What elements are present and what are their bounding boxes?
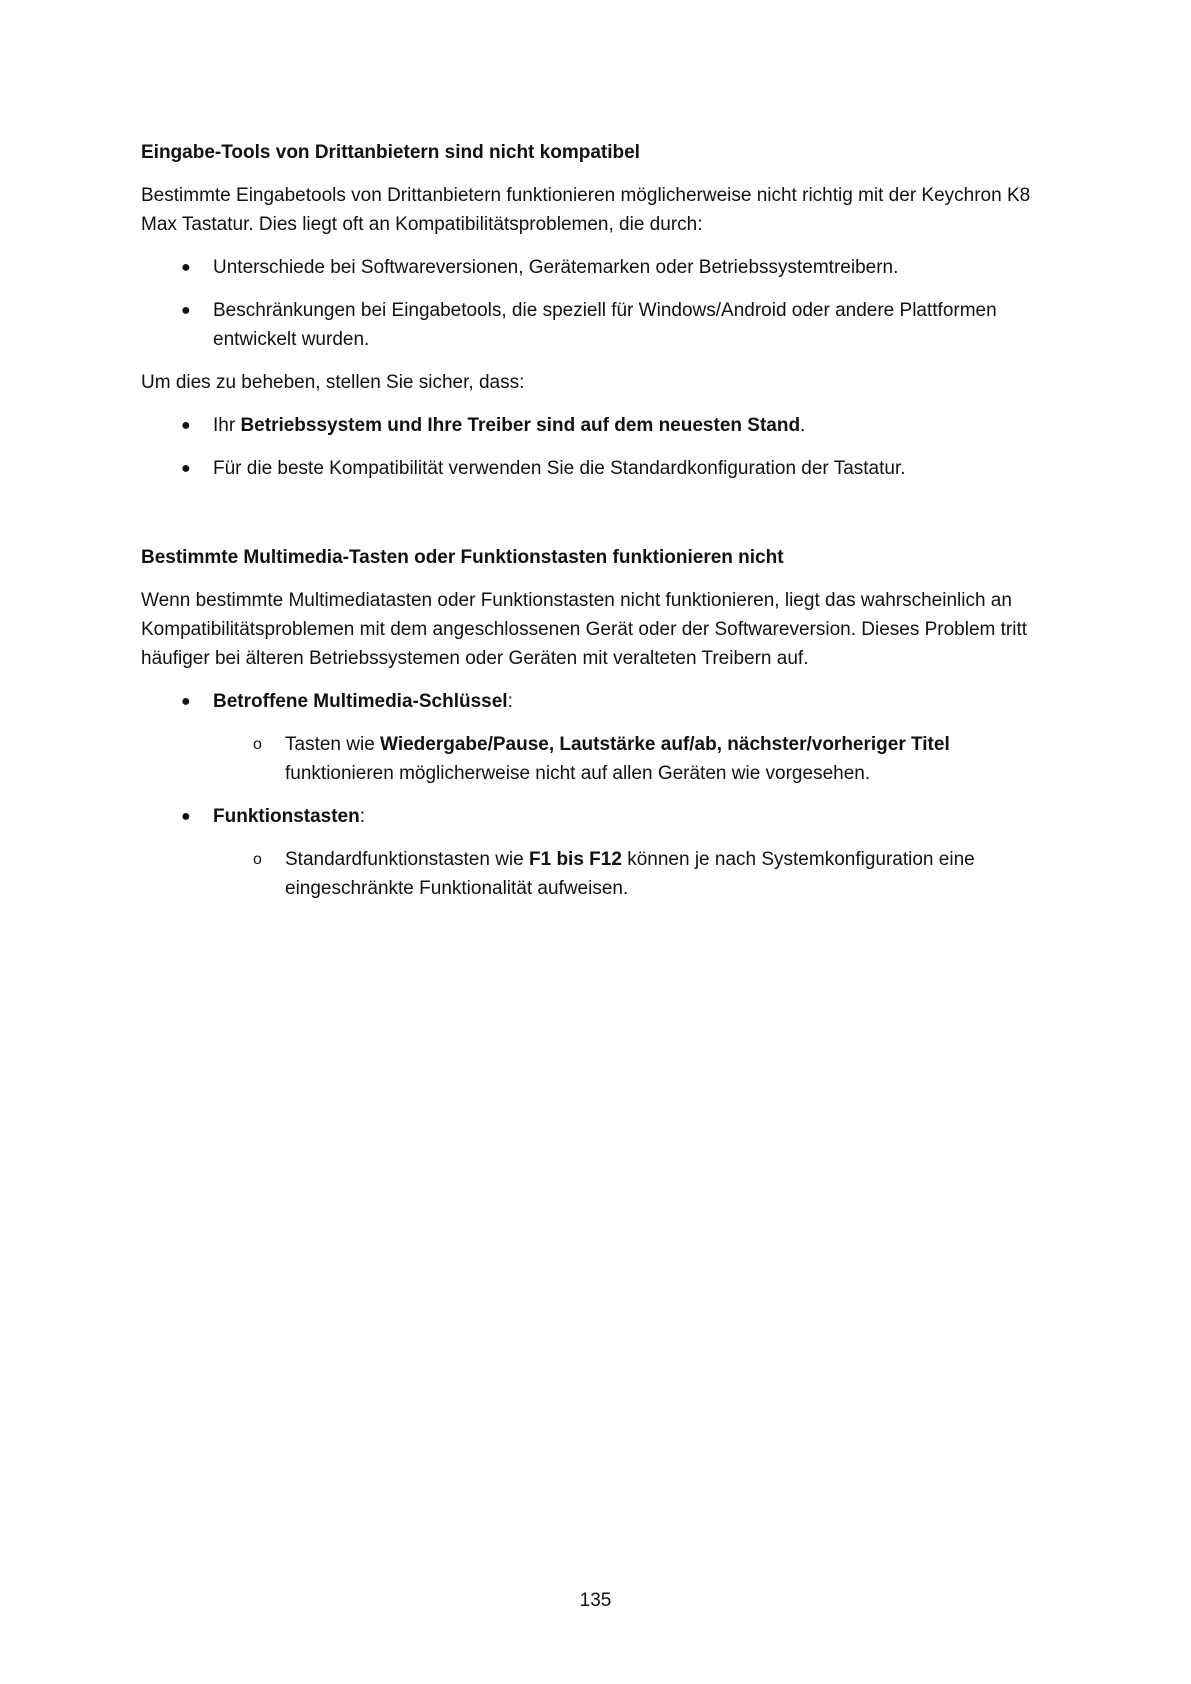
list-item-prefix: Ihr bbox=[213, 415, 241, 436]
bullet-icon: ● bbox=[181, 417, 191, 434]
sub-item-bold: F1 bis F12 bbox=[529, 849, 622, 870]
list-item-bold: Betroffene Multimedia-Schlüssel bbox=[213, 691, 508, 712]
section1-fix-intro: Um dies zu beheben, stellen Sie sicher, dass: bbox=[141, 372, 525, 393]
bullet-icon: ● bbox=[181, 259, 191, 276]
sub-item-suffix: können je nach Systemkonfiguration eine eingeschränkte Funktionalität aufweisen. bbox=[285, 849, 975, 899]
sub-list-item bbox=[213, 845, 1046, 903]
bullet-icon: ● bbox=[181, 460, 191, 477]
section1-intro: Bestimmte Eingabetools von Drittanbietern funktionieren möglicherweise nicht richtig mit der Keychron K8 Max Tastatur. Dies liegt oft an Kompatibilitätsproblemen, die durch: bbox=[141, 185, 1031, 235]
page-number: 135 bbox=[579, 1590, 612, 1611]
list-item-bold: Funktionstasten bbox=[213, 806, 360, 827]
sub-list bbox=[213, 730, 1046, 788]
sub-list-item bbox=[213, 730, 1046, 788]
bullet-icon: ● bbox=[181, 693, 191, 710]
list-item bbox=[141, 411, 1046, 440]
list-item bbox=[141, 687, 1046, 788]
list-item-suffix: : bbox=[507, 691, 513, 712]
list-item-text: Beschränkungen bei Eingabetools, die speziell für Windows/Android oder andere Plattformen entwickelt wurden. bbox=[213, 300, 997, 350]
list-item-suffix: . bbox=[800, 415, 806, 436]
sub-list bbox=[213, 845, 1046, 903]
section1-cause-list bbox=[141, 253, 1046, 354]
sub-item-prefix: Standardfunktionstasten wie bbox=[285, 849, 529, 870]
list-item bbox=[141, 802, 1046, 903]
section2-heading: Bestimmte Multimedia-Tasten oder Funktionstasten funktionieren nicht bbox=[141, 547, 784, 568]
list-item bbox=[141, 296, 1046, 354]
bullet-icon: ● bbox=[181, 302, 191, 319]
sub-bullet-icon: o bbox=[253, 736, 262, 753]
section1-heading: Eingabe-Tools von Drittanbietern sind nicht kompatibel bbox=[141, 142, 640, 163]
list-item bbox=[141, 454, 1046, 483]
list-item bbox=[141, 253, 1046, 282]
list-item-text: Unterschiede bei Softwareversionen, Gerätemarken oder Betriebssystemtreibern. bbox=[213, 257, 899, 278]
sub-item-suffix: funktionieren möglicherweise nicht auf allen Geräten wie vorgesehen. bbox=[285, 763, 871, 784]
section2-intro: Wenn bestimmte Multimediatasten oder Funktionstasten nicht funktionieren, liegt das wahrscheinlich an Kompatibilitätsproblemen mit dem angeschlossenen Gerät oder der Softwareversion. Dieses Problem tritt häufiger bei älteren Betriebssystemen oder Geräten mit veralteten Treibern auf. bbox=[141, 590, 1028, 669]
sub-item-bold: Wiedergabe/Pause, Lautstärke auf/ab, nächster/vorheriger Titel bbox=[380, 734, 950, 755]
sub-item-prefix: Tasten wie bbox=[285, 734, 381, 755]
list-item-text: Für die beste Kompatibilität verwenden Sie die Standardkonfiguration der Tastatur. bbox=[213, 458, 906, 479]
section2-list bbox=[141, 687, 1046, 903]
section1-fix-list bbox=[141, 411, 1046, 483]
bullet-icon: ● bbox=[181, 808, 191, 825]
sub-bullet-icon: o bbox=[253, 851, 262, 868]
list-item-bold: Betriebssystem und Ihre Treiber sind auf dem neuesten Stand bbox=[240, 415, 801, 436]
page-content bbox=[141, 138, 1046, 917]
section-spacer bbox=[141, 497, 1046, 543]
list-item-suffix: : bbox=[359, 806, 366, 827]
